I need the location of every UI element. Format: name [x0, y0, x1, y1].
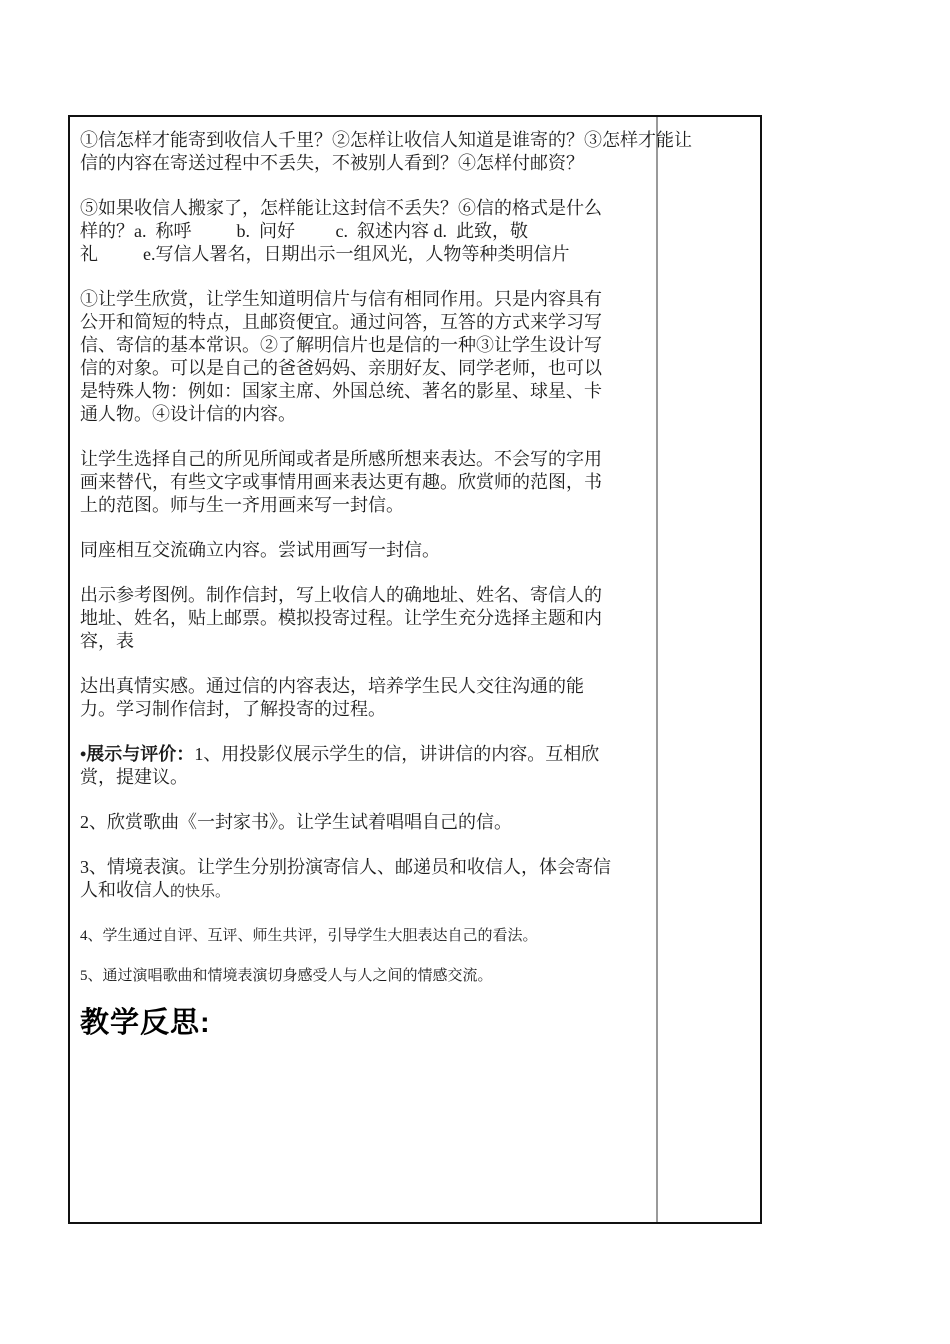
text-line: 信的对象。可以是自己的爸爸妈妈、亲朋好友、同学老师，也可以 — [80, 358, 602, 378]
text-line: 赏，提建议。 — [80, 767, 188, 787]
para-show-and-evaluate — [80, 743, 648, 789]
side-notes-cell[interactable] — [658, 117, 760, 1222]
text-line — [80, 743, 648, 766]
text-line: 5、通过演唱歌曲和情境表演切身感受人与人之间的情感交流。 — [80, 968, 493, 984]
text-line: 上的范图。师与生一齐用画来写一封信。 — [80, 495, 404, 515]
text-run: 人和收信人 — [80, 880, 170, 900]
lesson-content-cell[interactable] — [70, 117, 692, 1222]
text-line: 同座相互交流确立内容。尝试用画写一封信。 — [80, 540, 440, 560]
text-line — [80, 879, 648, 904]
para-self-evaluation — [80, 926, 648, 946]
para-letter-format — [80, 197, 648, 266]
text-run: 1、用投影仪展示学生的信，讲讲信的内容。互相欣 — [194, 744, 600, 764]
show-evaluate-label: •展示与评价： — [80, 744, 195, 764]
text-line: ①信怎样才能寄到收信人千里？②怎样让收信人知道是谁寄的？③怎样才能让 — [80, 130, 692, 150]
text-line: 地址、姓名，贴上邮票。模拟投寄过程。让学生充分选择主题和内 — [80, 608, 602, 628]
text-line: 2、欣赏歌曲《一封家书》。让学生试着唱唱自己的信。 — [80, 812, 512, 832]
text-line: 4、学生通过自评、互评、师生共评，引导学生大胆表达自己的看法。 — [80, 928, 538, 944]
teaching-reflection-heading: 教学反思: — [80, 1007, 211, 1039]
text-line: 通人物。④设计信的内容。 — [80, 404, 296, 424]
text-line: 样的？a. 称呼 b. 问好 c. 叙述内容 d. 此致，敬 — [80, 221, 528, 241]
text-line: 是特殊人物：例如：国家主席、外国总统、著名的影星、球星、卡 — [80, 381, 602, 401]
para-drawing-letter — [80, 448, 648, 517]
para-song-appreciation — [80, 811, 648, 834]
para-role-play — [80, 856, 648, 904]
text-line: 达出真情实感。通过信的内容表达，培养学生民人交往沟通的能 — [80, 676, 584, 696]
text-line: ①让学生欣赏，让学生知道明信片与信有相同作用。只是内容具有 — [80, 289, 602, 309]
text-line: 容，表 — [80, 631, 134, 651]
text-line: 礼 e.写信人署名，日期出示一组风光，人物等种类明信片 — [80, 244, 570, 264]
text-line: 画来替代，有些文字或事情用画来表达更有趣。欣赏师的范图，书 — [80, 472, 602, 492]
text-line: 信的内容在寄送过程中不丢失，不被别人看到？④怎样付邮资？ — [80, 153, 584, 173]
text-line: 出示参考图例。制作信封，写上收信人的确地址、姓名、寄信人的 — [80, 585, 602, 605]
text-line: 3、情境表演。让学生分别扮演寄信人、邮递员和收信人，体会寄信 — [80, 857, 611, 877]
para-deskmate-exchange — [80, 539, 648, 562]
text-line: 信、寄信的基本常识。②了解明信片也是信的一种③让学生设计写 — [80, 335, 602, 355]
text-run-small: 的快乐。 — [170, 884, 231, 900]
text-line: ⑤如果收信人搬家了，怎样能让这封信不丢失？⑥信的格式是什么 — [80, 198, 602, 218]
text-line: 让学生选择自己的所见所闻或者是所感所想来表达。不会写的字用 — [80, 449, 602, 469]
para-envelope-making — [80, 584, 648, 653]
text-line: 公开和简短的特点，且邮资便宜。通过问答，互答的方式来学习写 — [80, 312, 602, 332]
lesson-plan-table — [68, 115, 762, 1224]
text-line: 力。学习制作信封，了解投寄的过程。 — [80, 699, 386, 719]
para-postcard-appreciation — [80, 288, 648, 426]
para-emotional-exchange — [80, 966, 648, 986]
para-true-feelings — [80, 675, 648, 721]
para-mail-questions — [80, 129, 692, 175]
